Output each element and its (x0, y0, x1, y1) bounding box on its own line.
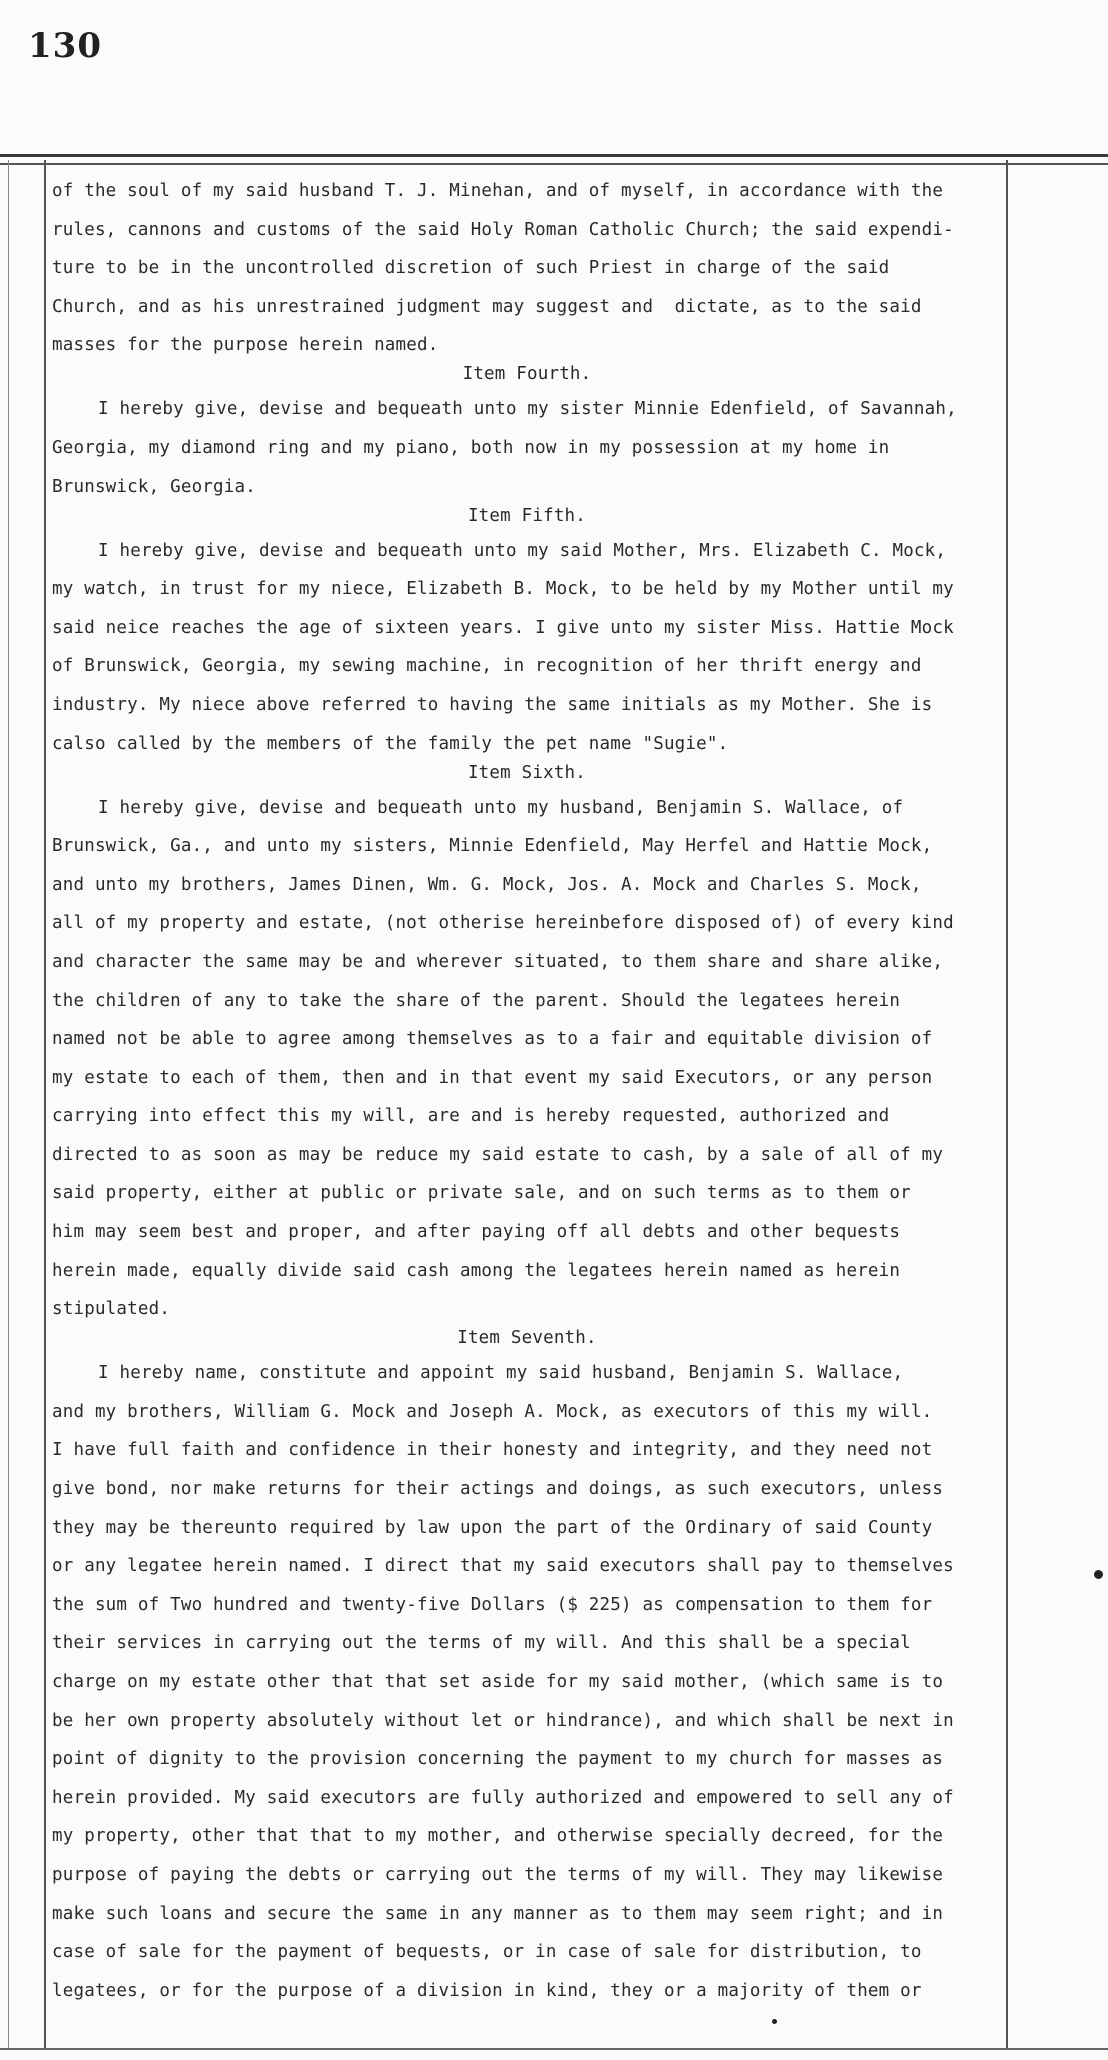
text-line: Georgia, my diamond ring and my piano, both now in my possession at my home in (52, 437, 890, 458)
top-rule (0, 154, 1108, 165)
text-line: make such loans and secure the same in any manner as to them may seem right; and in (52, 1903, 944, 1924)
text-line: named not be able to agree among themselves as to a fair and equitable division of (52, 1029, 933, 1050)
text-line: herein made, equally divide said cash among the legatees herein named as herein (52, 1260, 901, 1281)
text-line: I hereby name, constitute and appoint my said husband, Benjamin S. Wallace, (98, 1363, 904, 1384)
item-heading: Item Fourth. (462, 364, 592, 385)
text-line: him may seem best and proper, and after paying off all debts and other bequests (52, 1222, 901, 1243)
text-line: I hereby give, devise and bequeath unto my said Mother, Mrs. Elizabeth C. Mock, (98, 540, 947, 561)
text-line: and unto my brothers, James Dinen, Wm. G. Mock, Jos. A. Mock and Charles S. Mock, (52, 874, 922, 895)
text-line: herein provided. My said executors are fully authorized and empowered to sell any of (52, 1787, 954, 1808)
text-line: masses for the purpose herein named. (52, 335, 439, 356)
left-margin-outer-rule (8, 160, 9, 2050)
text-line: ture to be in the uncontrolled discretion of such Priest in charge of the said (52, 258, 890, 279)
text-line: legatees, or for the purpose of a division in kind, they or a majority of them or (52, 1980, 922, 2001)
text-line: said neice reaches the age of sixteen years. I give unto my sister Miss. Hattie Mock (52, 617, 954, 638)
text-line: carrying into effect this my will, are and is hereby requested, authorized and (52, 1106, 890, 1127)
text-line: rules, cannons and customs of the said Holy Roman Catholic Church; the said expendi- (52, 219, 954, 240)
text-line: directed to as soon as may be reduce my said estate to cash, by a sale of all of my (52, 1144, 944, 1165)
text-line: or any legatee herein named. I direct that my said executors shall pay to themselves (52, 1556, 954, 1577)
text-line: give bond, nor make returns for their actings and doings, as such executors, unless (52, 1479, 944, 1500)
text-line: case of sale for the payment of bequests, or in case of sale for distribution, to (52, 1942, 922, 1963)
item-heading: Item Fifth. (467, 505, 587, 526)
text-line: charge on my estate other that that set aside for my said mother, (which same is to (52, 1672, 944, 1692)
text-line: calso called by the members of the family the pet name "Sugie". (52, 733, 729, 754)
item-heading: Item Sixth. (467, 762, 587, 783)
text-line: all of my property and estate, (not otherise hereinbefore disposed of) of every kind (52, 913, 954, 934)
bottom-rule (0, 2048, 1108, 2050)
page-number: 130 (28, 26, 102, 66)
item-heading: Item Seventh. (457, 1328, 597, 1349)
text-line: of the soul of my said husband T. J. Minehan, and of myself, in accordance with the (52, 181, 944, 201)
text-line: point of dignity to the provision concerning the payment to my church for masses as (52, 1749, 944, 1770)
right-margin-rule (1006, 160, 1008, 2050)
text-line: my estate to each of them, then and in that event my said Executors, or any person (52, 1067, 933, 1088)
ink-speck (772, 2019, 777, 2024)
text-line: I hereby give, devise and bequeath unto my husband, Benjamin S. Wallace, of (98, 797, 904, 818)
left-margin-rule (44, 160, 46, 2050)
text-line: Brunswick, Ga., and unto my sisters, Minnie Edenfield, May Herfel and Hattie Mock, (52, 836, 933, 857)
text-line: of Brunswick, Georgia, my sewing machine, in recognition of her thrift energy and (52, 656, 922, 677)
text-line: and character the same may be and wherever situated, to them share and share alike, (52, 951, 944, 972)
will-text (52, 172, 1002, 2010)
text-line: stipulated. (52, 1299, 171, 1320)
text-line: said property, either at public or private sale, and on such terms as to them or (52, 1183, 911, 1204)
ink-speck (1094, 1570, 1103, 1579)
text-line: be her own property absolutely without let or hindrance), and which shall be next in (52, 1710, 954, 1731)
text-line: they may be thereunto required by law upon the part of the Ordinary of said County (52, 1517, 933, 1538)
text-line: Church, and as his unrestrained judgment may suggest and dictate, as to the said (52, 296, 922, 317)
text-line: and my brothers, William G. Mock and Joseph A. Mock, as executors of this my will. (52, 1401, 933, 1422)
text-line: my property, other that that to my mother, and otherwise specially decreed, for the (52, 1826, 944, 1847)
text-line: industry. My niece above referred to having the same initials as my Mother. She is (52, 694, 933, 715)
text-line: I have full faith and confidence in their honesty and integrity, and they need not (52, 1440, 933, 1461)
text-line: their services in carrying out the terms of my will. And this shall be a special (52, 1633, 911, 1654)
text-line: I hereby give, devise and bequeath unto my sister Minnie Edenfield, of Savannah, (98, 399, 957, 420)
text-line: purpose of paying the debts or carrying out the terms of my will. They may likewise (52, 1864, 944, 1885)
text-line: Brunswick, Georgia. (52, 476, 256, 497)
text-line: the children of any to take the share of the parent. Should the legatees herein (52, 990, 901, 1011)
text-line: the sum of Two hundred and twenty-five Dollars ($ 225) as compensation to them for (52, 1594, 933, 1615)
text-line: my watch, in trust for my niece, Elizabeth B. Mock, to be held by my Mother until my (52, 579, 954, 600)
